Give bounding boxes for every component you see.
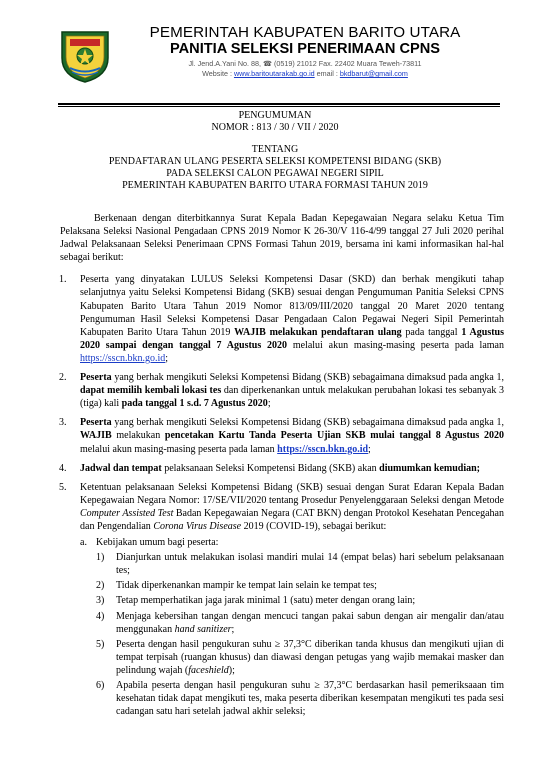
rule-number: 6) — [96, 680, 105, 691]
rule-text: Peserta dengan hasil pengukuran suhu ≥ 37,3°C diberikan tanda khusus dan mengikuti ujian di tempat terpisah (ruangan khusus) dan diawasi dengan petugas yang wajib memakai masker dan pelindung wajah ( — [116, 638, 504, 676]
rule-italic: hand sanitizer — [174, 623, 232, 635]
letterhead — [58, 22, 498, 104]
list-item-2 — [60, 371, 504, 410]
rule-number: 4) — [96, 610, 105, 622]
health-rules-list — [96, 551, 504, 718]
rule-number: 3) — [96, 595, 105, 607]
rule-item — [96, 594, 504, 607]
announcement-heading — [40, 110, 510, 191]
barito-utara-emblem-icon — [58, 28, 112, 84]
sscn-link[interactable]: https://sscn.bkn.go.id — [277, 443, 369, 455]
announcement-title-line-3: PEMERINTAH KABUPATEN BARITO UTARA FORMASI TAHUN 2019 — [122, 179, 428, 191]
item-text: ; — [368, 443, 371, 455]
item-italic: Corona Virus Disease — [153, 520, 242, 532]
item-emphasis: diumumkan kemudian; — [379, 462, 481, 474]
item-text: yang berhak mengikuti Seleksi Kompetensi Bidang (SKB) sebagaimana dimaksud pada angka 1, — [111, 372, 504, 384]
rule-item — [96, 610, 504, 636]
item-text: melalui akun masing-masing peserta pada laman — [80, 443, 278, 455]
list-item-3 — [60, 416, 504, 455]
rule-item — [96, 638, 504, 677]
list-item-4 — [60, 462, 504, 475]
item-italic: Computer Assisted Test — [80, 507, 174, 519]
intro-paragraph: Berkenaan dengan diterbitkannya Surat Kepala Badan Kepegawaian Negara selaku Ketua Tim Pelaksana Seleksi Nasional Pengadaan CPNS 2019 Nomor K 26-30/V 116-4/99 tanggal 27 Juli 2020 perihal Jadwal Pelaksanaan Seleksi Penerimaan CPNS Formasi Tahun 2019, bersama ini kami informasikan hal-hal sebagai berikut: — [60, 213, 504, 264]
item-number: 4. — [59, 462, 67, 474]
announcement-title-line-1: PENDAFTARAN ULANG PESERTA SELEKSI KOMPETENSI BIDANG (SKB) — [108, 156, 442, 168]
item-text: Ketentuan pelaksanaan Seleksi Kompetensi Bidang (SKB) sesuai dengan Surat Edaran Kepala Badan Kepegawaian Negara Nomor: 17/SE/VII/2020 tentang Prosedur Penyelenggaraan Seleksi dengan Metode — [80, 481, 504, 506]
item-number: 3. — [59, 417, 67, 429]
rule-text: Tetap memperhatikan jaga jarak minimal 1 (satu) meter dengan orang lain; — [116, 595, 416, 607]
item-emphasis: pencetakan Kartu Tanda Peserta Ujian SKB mulai tanggal 8 Agustus 2020 — [164, 430, 504, 442]
item-text: ; — [165, 352, 169, 364]
rule-text: Dianjurkan untuk melakukan isolasi mandiri mulai 14 (empat belas) hari sebelum pelaksanaan tes; — [116, 552, 504, 577]
sscn-link[interactable]: https://sscn.bkn.go.id — [80, 352, 166, 364]
letterhead-address: Jl. Jend.A.Yani No. 88, ☎ (0519) 21012 Fax. 22402 Muara Teweh-73811 — [188, 59, 422, 68]
list-item-5 — [60, 481, 504, 719]
announcement-body — [60, 212, 504, 724]
announcement-title-line-2: PADA SELEKSI CALON PEGAWAI NEGERI SIPIL — [166, 167, 384, 179]
item-text: yang berhak mengikuti Seleksi Kompetensi Bidang (SKB) sebagaimana dimaksud pada angka 1, — [111, 417, 504, 429]
item-emphasis: WAJIB melakukan pendaftaran ulang — [234, 326, 402, 338]
item-text: Badan Kepegawaian Negara (CAT BKN) dengan Protokol Kesehatan Pencegahan dan Pengendalian — [80, 507, 504, 532]
item-emphasis: WAJIB — [80, 430, 112, 442]
item-text: 2019 (COVID-19), sebagai berikut: — [241, 520, 387, 532]
letterhead-divider-thick — [58, 103, 500, 105]
item-emphasis: Jadwal dan tempat — [80, 462, 162, 474]
item-text: ; — [267, 398, 271, 410]
item-text: pada tanggal — [401, 326, 462, 338]
announcement-about: TENTANG — [251, 144, 299, 156]
item-emphasis: 1 Agustus 2020 sampai dengan tanggal 7 Agustus 2020 — [80, 326, 505, 351]
item-number: 5. — [59, 481, 67, 493]
website-link[interactable]: www.baritoutarakab.go.id — [233, 69, 315, 78]
list-item-1 — [60, 273, 504, 365]
announcement-number: NOMOR : 813 / 30 / VII / 2020 — [211, 121, 339, 133]
rule-item — [96, 679, 504, 718]
letterhead-contacts — [124, 69, 486, 79]
item-text: Peserta yang dinyatakan LULUS Seleksi Kompetensi Dasar (SKD) dan berhak mengikuti tahap selanjutnya yaitu Seleksi Kompetensi Bidang (SKB) sesuai dengan Pengumuman Panitia Seleksi CPNS Kabupaten Barito Utara Tahun 2019 Nomor 813/09/III/2020 tanggal 20 Maret 2020 tentang Pengumuman Hasil Seleksi Kompetensi Dasar Pengadaan Calon Pegawai Negeri Sipil Pemerintah Kabupaten Barito Utara Tahun 2019 — [80, 274, 504, 338]
rule-number: 5) — [96, 638, 105, 650]
letterhead-committee: PANITIA SELEKSI PENERIMAAN CPNS — [169, 41, 440, 57]
rule-text: Apabila peserta dengan hasil pengukuran suhu ≥ 37,3°C berdasarkan hasil pemeriksaaan tim kesehatan tidak dapat mengikuti tes, maka peserta diberikan kesempatan mengikuti tes pada sesi cadangan satu hari setelah jadwal akhir seleksi; — [116, 680, 504, 718]
rule-text: ; — [231, 623, 235, 635]
sub-item-a — [80, 536, 504, 718]
item-emphasis: dapat memilih kembali lokasi tes — [80, 385, 222, 397]
letterhead-government: PEMERINTAH KABUPATEN BARITO UTARA — [149, 24, 461, 41]
rule-text: ); — [228, 664, 235, 676]
announcement-items — [60, 273, 504, 718]
item-text: melakukan — [111, 430, 165, 442]
rule-text: Tidak diperkenankan mampir ke tempat lain selain ke tempat tes; — [116, 580, 377, 592]
rule-number: 1) — [96, 552, 105, 564]
email-link[interactable]: bkdbarut@gmail.com — [339, 69, 408, 78]
letterhead-divider-thin — [58, 106, 500, 107]
rule-number: 2) — [96, 580, 105, 592]
rule-item — [96, 579, 504, 592]
sub-item-text: Kebijakan umum bagi peserta: — [96, 537, 219, 549]
item-number: 2. — [59, 372, 67, 384]
website-label: Website : — [202, 69, 232, 78]
sub-item-letter: a. — [80, 537, 87, 549]
item-text: melalui akun masing-masing peserta pada laman — [287, 339, 504, 351]
item-emphasis: pada tanggal 1 s.d. 7 Agustus 2020 — [121, 398, 268, 410]
email-label: email : — [316, 69, 338, 78]
item-text: pelaksanaan Seleksi Kompetensi Bidang (SKB) akan — [161, 462, 380, 474]
rule-text: Menjaga kebersihan tangan dengan mencuci tangan pakai sabun dengan air mengalir dan/atau menggunakan — [116, 610, 504, 635]
rule-italic: faceshield — [188, 664, 229, 676]
announcement-type: PENGUMUMAN — [238, 110, 312, 121]
item-text: dan diperkenankan untuk melakukan perubahan lokasi tes sebanyak 3 (tiga) kali — [80, 385, 504, 410]
rule-item — [96, 551, 504, 577]
item-number: 1. — [59, 274, 67, 286]
item-emphasis: Peserta — [80, 417, 112, 429]
item-emphasis: Peserta — [80, 372, 112, 384]
